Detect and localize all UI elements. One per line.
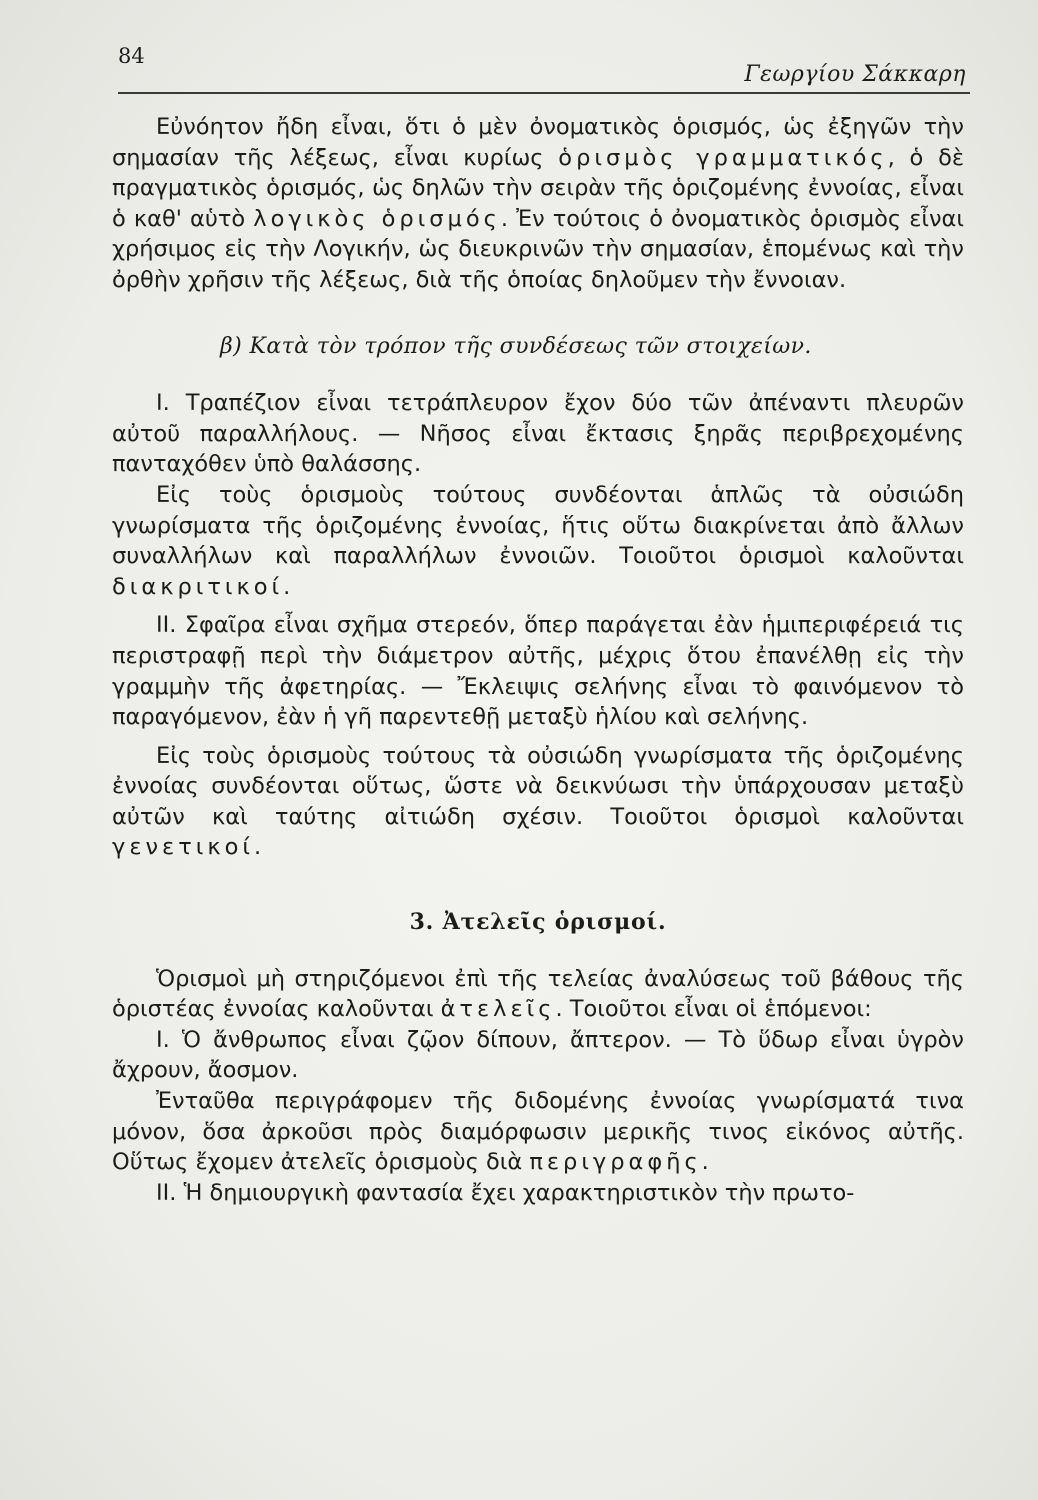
- term-incomplete: ἀτελεῖς: [440, 996, 556, 1023]
- term-logical-definition: λογικὸς ὁρισμός: [253, 205, 501, 232]
- paragraph-example-sphere: ΙΙ. Σφαῖρα εἶναι σχῆμα στερεόν, ὅπερ παράγεται ἐὰν ἡμιπεριφέρειά τις περιστραφῇ περὶ τὴν διάμετρον αὐτῆς, μέχρις ὅτου ἐπανέλθῃ εἰς τὴν γραμμὴν τῆς ἀφετηρίας. — Ἔκλειψις σελήνης εἶναι τὸ φαινόμενον τὸ παραγόμενον, ἐὰν ἡ γῆ παρεντεθῇ μεταξὺ ἡλίου καὶ σελήνης.: [112, 612, 964, 731]
- paragraph-creative-imagination: ΙΙ. Ἡ δημιουργικὴ φαντασία ἔχει χαρακτηριστικὸν τὴν πρωτο-: [156, 1179, 855, 1206]
- term-description: περιγραφῆς: [529, 1149, 702, 1176]
- term-grammatical-definition: ὁρισμὸς γραμματικός: [558, 144, 888, 171]
- paragraph-nominal-definition: Εὐνόητον ἤδη εἶναι, ὅτι ὁ μὲν ὀνοματικὸς ὁρισμός, ὡς ἐξηγῶν τὴν σημασίαν τῆς λέξεως, εἶναι κυρίως ὁρισμὸς γραμματικός, ὁ δὲ πραγματικὸς ὁρισμός, ὡς δηλῶν τὴν σειρὰν τῆς ὁριζομένης ἐννοίας, εἶναι ὁ καθ' αὑτὸ λογικὸς ὁρισμός. Ἐν τούτοις ὁ ὀνοματικὸς ὁρισμὸς εἶναι χρήσιμος εἰς τὴν Λογικήν, ὡς διευκρινῶν τὴν σημασίαν, ἑπομένως καὶ τὴν ὀρθὴν χρῆσιν τῆς λέξεως, διὰ τῆς ὁποίας δηλοῦμεν τὴν ἔννοιαν.: [112, 114, 964, 293]
- page-number: 84: [118, 44, 145, 68]
- term-distinctive: διακριτικοί: [112, 573, 284, 600]
- running-head: Γεωργίου Σάκκαρη: [744, 62, 966, 87]
- page-header: [118, 40, 970, 94]
- paragraph-example-trapezium: Ι. Τραπέζιον εἶναι τετράπλευρον ἔχον δύο τῶν ἀπέναντι πλευρῶν αὐτοῦ παραλλήλους. — Νῆσος εἶναι ἔκτασις ξηρᾶς περιβρεχομένης πανταχόθεν ὑπὸ θαλάσσης.: [112, 390, 964, 478]
- term-genetic: γενετικοί: [112, 834, 255, 861]
- paragraph-example-human: Ι. Ὁ ἄνθρωπος εἶναι ζῷον δίπουν, ἄπτερον. — Τὸ ὕδωρ εἶναι ὑγρὸν ἄχρουν, ἄοσμον.: [112, 1026, 964, 1084]
- section-heading-incomplete-definitions: 3. Ἀτελεῖς ὁρισμοί.: [409, 909, 667, 936]
- paragraph-distinctive-definitions: Εἰς τοὺς ὁρισμοὺς τούτους συνδέονται ἁπλῶς τὰ οὐσιώδη γνωρίσματα τῆς ὁριζομένης ἐννοίας, ἥτις οὕτω διακρίνεται ἀπὸ ἄλλων συναλλήλων καὶ παραλλήλων ἐννοιῶν. Τοιοῦτοι ὁρισμοὶ καλοῦνται διακριτικοί.: [112, 481, 964, 600]
- subheading-connection-mode: β) Κατὰ τὸν τρόπον τῆς συνδέσεως τῶν στοιχείων.: [220, 333, 812, 359]
- paragraph-description-definitions: Ἐνταῦθα περιγράφομεν τῆς διδομένης ἐννοίας γνωρίσματά τινα μόνον, ὅσα ἀρκοῦσι πρὸς διαμόρφωσιν μερικῆς τινος εἰκόνος αὐτῆς. Οὕτως ἔχομεν ἀτελεῖς ὁρισμοὺς διὰ περιγραφῆς.: [112, 1088, 964, 1176]
- paragraph-incomplete-definitions: Ὁρισμοὶ μὴ στηριζόμενοι ἐπὶ τῆς τελείας ἀναλύσεως τοῦ βάθους τῆς ὁριστέας ἐννοίας καλοῦνται ἀτελεῖς. Τοιοῦτοι εἶναι οἱ ἑπόμενοι:: [112, 965, 964, 1023]
- body-text: [112, 112, 964, 1208]
- paragraph-genetic-definitions: Εἰς τοὺς ὁρισμοὺς τούτους τὰ οὐσιώδη γνωρίσματα τῆς ὁριζομένης ἐννοίας συνδέονται οὕτως, ὥστε νὰ δεικνύωσι τὴν ὑπάρχουσαν μεταξὺ αὐτῶν καὶ ταύτης αἰτιώδη σχέσιν. Τοιοῦτοι ὁρισμοὶ καλοῦνται γενετικοί.: [112, 742, 964, 861]
